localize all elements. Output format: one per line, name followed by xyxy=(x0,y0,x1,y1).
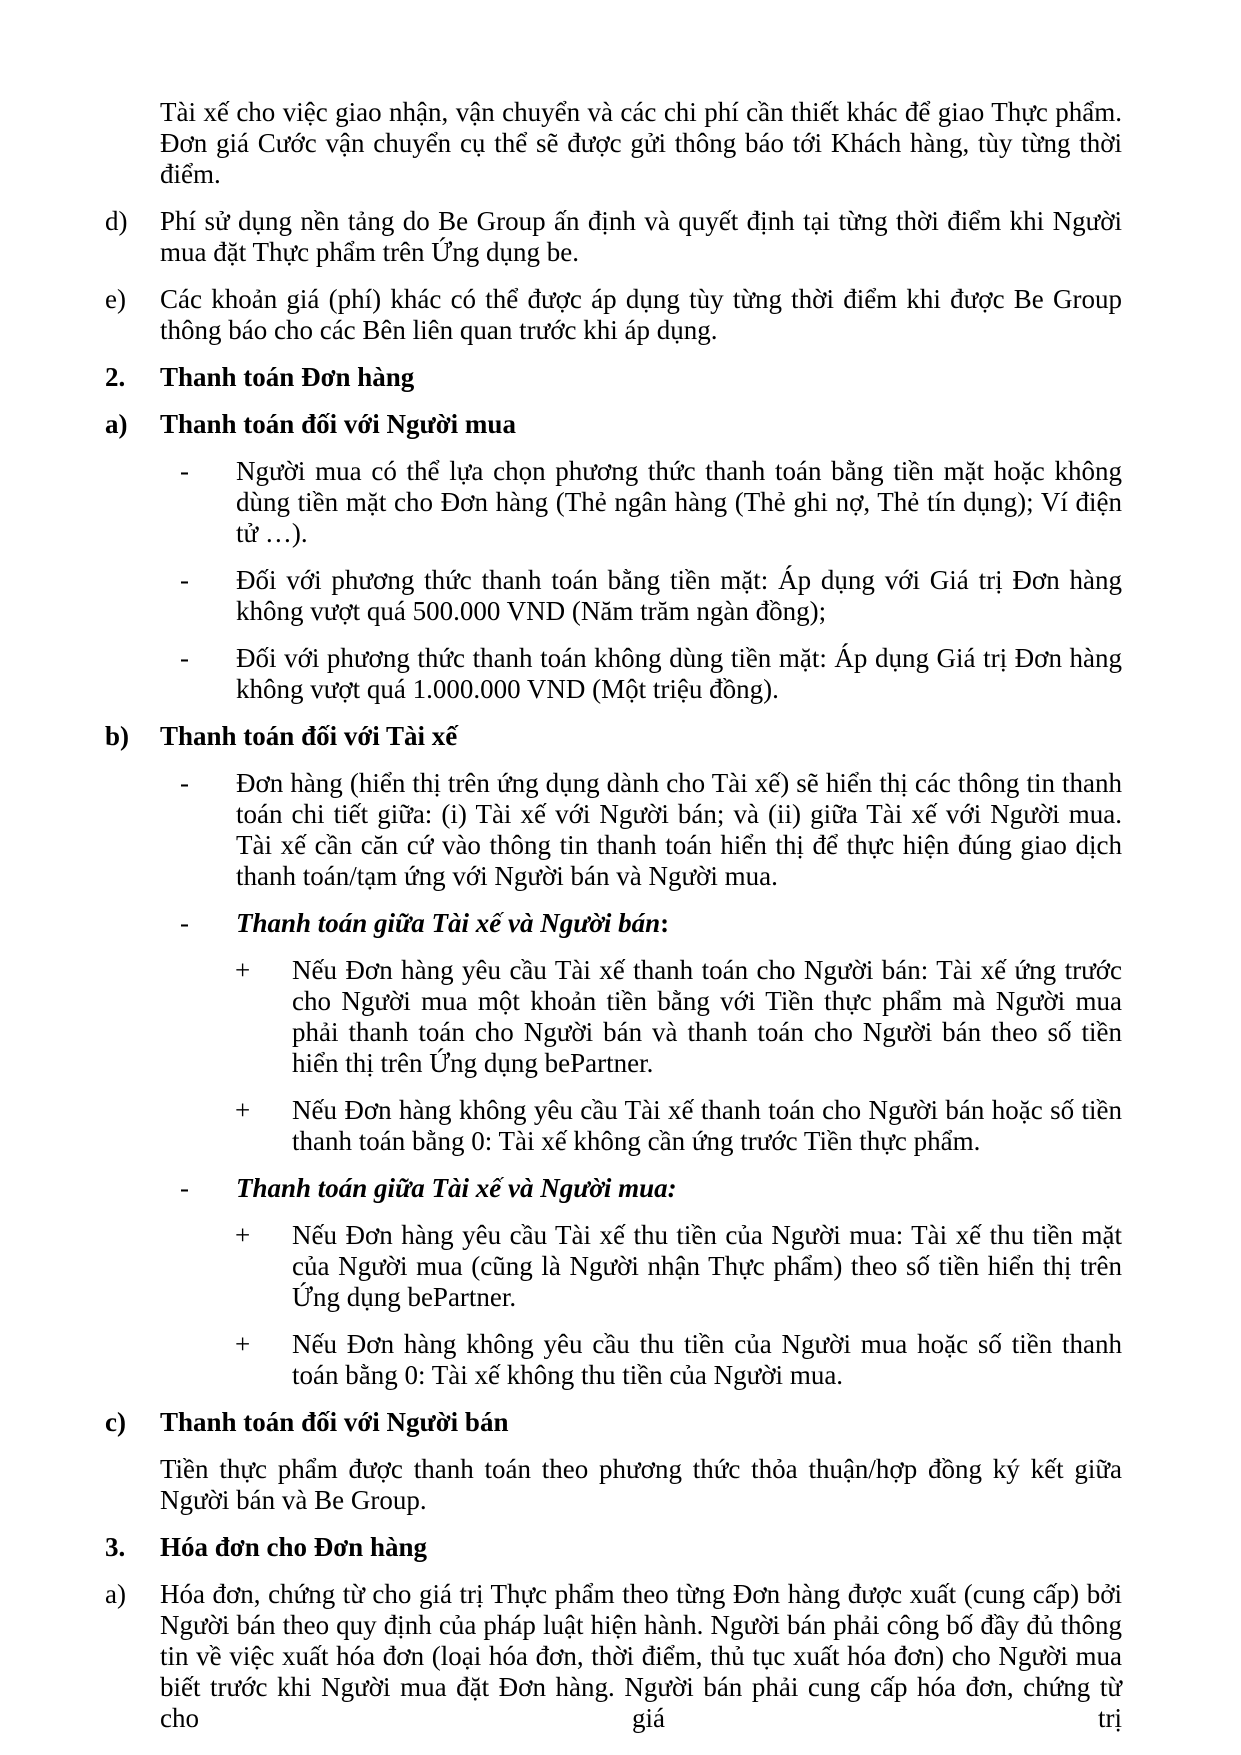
bullet-text: Người mua có thể lựa chọn phương thức thanh toán bằng tiền mặt hoặc không dùng tiền mặt cho Đơn hàng (Thẻ ngân hàng (Thẻ ghi nợ, Thẻ tín dụng); Ví điện tử …). xyxy=(236,456,1122,548)
item-a-invoice xyxy=(105,1579,1122,1734)
item-e xyxy=(105,284,1122,346)
dash-marker: - xyxy=(180,643,189,673)
section-title: Hóa đơn cho Đơn hàng xyxy=(160,1532,427,1562)
dash-marker: - xyxy=(180,908,189,938)
plus-marker: + xyxy=(235,1220,251,1250)
plus-marker: + xyxy=(235,1095,251,1125)
item-marker: d) xyxy=(105,206,128,236)
subsection-title: Thanh toán đối với Người mua xyxy=(160,409,516,439)
sub-bullet-item xyxy=(235,1095,1122,1157)
intro-paragraph xyxy=(160,97,1122,190)
bullet-heading-driver-seller xyxy=(180,908,1122,939)
bullet-heading-driver-buyer xyxy=(180,1173,1122,1204)
subsection-c-heading xyxy=(105,1407,1122,1438)
plus-marker: + xyxy=(235,955,251,985)
bullet-item xyxy=(180,565,1122,627)
dash-marker: - xyxy=(180,768,189,798)
sub-bullet-item xyxy=(235,1220,1122,1313)
sub-bullet-text: Nếu Đơn hàng không yêu cầu Tài xế thanh toán cho Người bán hoặc số tiền thanh toán bằng 0: Tài xế không cần ứng trước Tiền thực phẩm. xyxy=(292,1095,1122,1156)
plus-marker: + xyxy=(235,1329,251,1359)
bullet-item xyxy=(180,768,1122,892)
bullet-text: Đối với phương thức thanh toán không dùng tiền mặt: Áp dụng Giá trị Đơn hàng không vượt quá 1.000.000 VND (Một triệu đồng). xyxy=(236,643,1122,704)
dash-marker: - xyxy=(180,565,189,595)
subsection-letter: c) xyxy=(105,1407,126,1437)
section-number: 3. xyxy=(105,1532,126,1562)
bullet-text: Đơn hàng (hiển thị trên ứng dụng dành cho Tài xế) sẽ hiển thị các thông tin thanh toán chi tiết giữa: (i) Tài xế với Người bán; và (ii) giữa Tài xế với Người mua. Tài xế cần căn cứ vào thông tin thanh toán hiển thị để thực hiện đúng giao dịch thanh toán/tạm ứng với Người bán và Người mua. xyxy=(236,768,1122,891)
subsection-title: Thanh toán đối với Người bán xyxy=(160,1407,509,1437)
subsection-letter: a) xyxy=(105,409,128,439)
item-text: Phí sử dụng nền tảng do Be Group ấn định và quyết định tại từng thời điểm khi Người mua đặt Thực phẩm trên Ứng dụng be. xyxy=(160,206,1122,267)
subsection-title: Thanh toán đối với Tài xế xyxy=(160,721,458,751)
bullet-item xyxy=(180,456,1122,549)
subsection-a-heading xyxy=(105,409,1122,440)
paragraph-text: Tài xế cho việc giao nhận, vận chuyển và các chi phí cần thiết khác để giao Thực phẩm. Đơn giá Cước vận chuyển cụ thể sẽ được gửi thông báo tới Khách hàng, tùy từng thời điểm. xyxy=(160,97,1122,189)
bullet-heading-text: Thanh toán giữa Tài xế và Người bán: xyxy=(236,908,670,938)
subsection-letter: b) xyxy=(105,721,130,751)
sub-bullet-item xyxy=(235,1329,1122,1391)
paragraph-text: Tiền thực phẩm được thanh toán theo phương thức thỏa thuận/hợp đồng ký kết giữa Người bán và Be Group. xyxy=(160,1454,1122,1515)
bullet-heading-text: Thanh toán giữa Tài xế và Người mua: xyxy=(236,1173,677,1203)
section-3-heading xyxy=(105,1532,1122,1563)
section-title: Thanh toán Đơn hàng xyxy=(160,362,415,392)
item-d xyxy=(105,206,1122,268)
sub-bullet-item xyxy=(235,955,1122,1079)
sub-bullet-text: Nếu Đơn hàng yêu cầu Tài xế thanh toán cho Người bán: Tài xế ứng trước cho Người mua một khoản tiền bằng với Tiền thực phẩm mà Người mua phải thanh toán cho Người bán và thanh toán cho Người bán theo số tiền hiển thị trên Ứng dụng bePartner. xyxy=(292,955,1122,1078)
item-marker: a) xyxy=(105,1579,126,1609)
item-text: Hóa đơn, chứng từ cho giá trị Thực phẩm theo từng Đơn hàng được xuất (cung cấp) bởi Người bán theo quy định của pháp luật hiện hành. Người bán phải công bố đầy đủ thông tin về việc xuất hóa đơn (loại hóa đơn, thời điểm, thủ tục xuất hóa đơn) cho Người mua biết trước khi Người mua đặt Đơn hàng. Người bán phải cung cấp hóa đơn, chứng từ cho giá trị xyxy=(160,1579,1122,1733)
item-text: Các khoản giá (phí) khác có thể được áp dụng tùy từng thời điểm khi được Be Group thông báo cho các Bên liên quan trước khi áp dụng. xyxy=(160,284,1122,345)
dash-marker: - xyxy=(180,456,189,486)
dash-marker: - xyxy=(180,1173,189,1203)
bullet-item xyxy=(180,643,1122,705)
bullet-text: Đối với phương thức thanh toán bằng tiền mặt: Áp dụng với Giá trị Đơn hàng không vượt quá 500.000 VND (Năm trăm ngàn đồng); xyxy=(236,565,1122,626)
sub-bullet-text: Nếu Đơn hàng yêu cầu Tài xế thu tiền của Người mua: Tài xế thu tiền mặt của Người mua (cũng là Người nhận Thực phẩm) theo số tiền hiển thị trên Ứng dụng bePartner. xyxy=(292,1220,1122,1312)
item-marker: e) xyxy=(105,284,126,314)
sub-bullet-text: Nếu Đơn hàng không yêu cầu thu tiền của Người mua hoặc số tiền thanh toán bằng 0: Tài xế không thu tiền của Người mua. xyxy=(292,1329,1122,1390)
section-number: 2. xyxy=(105,362,126,392)
paragraph xyxy=(160,1454,1122,1516)
section-2-heading xyxy=(105,362,1122,393)
subsection-b-heading xyxy=(105,721,1122,752)
